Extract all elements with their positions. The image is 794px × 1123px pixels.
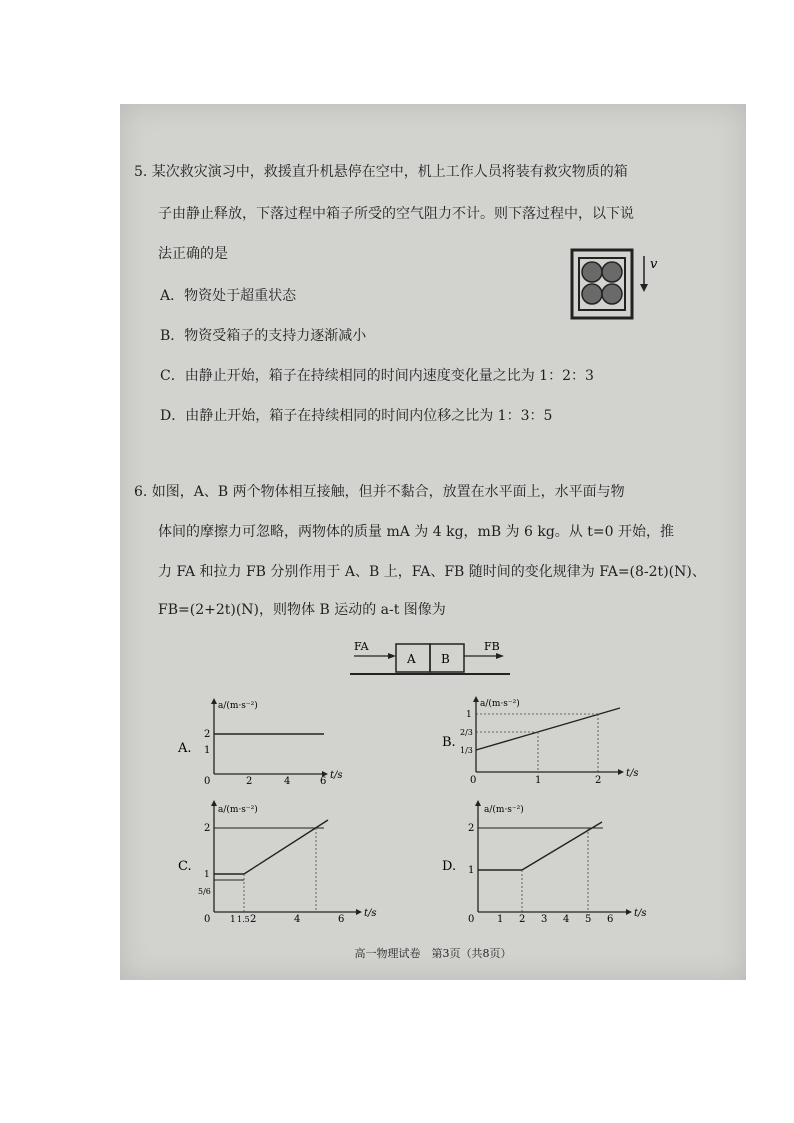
graph-d-xtick-2: 2 — [519, 914, 526, 925]
graph-a-x-unit: t/s — [330, 770, 343, 781]
graph-c — [174, 798, 394, 926]
supply-box-figure — [570, 248, 660, 320]
graph-a-option-label: A. — [178, 741, 192, 756]
fa-label: FA — [354, 640, 369, 653]
q5-option-b: B．物资受箱子的支持力逐渐减小 — [160, 328, 367, 344]
graph-c-xtick-6: 6 — [338, 914, 345, 925]
graph-d-xtick-4: 4 — [563, 914, 570, 925]
graph-b-option-label: B. — [442, 735, 456, 750]
block-b-label: B — [441, 652, 450, 666]
graph-c-option-label: C. — [178, 859, 192, 874]
graph-c-ytick-5-6: 5/6 — [198, 887, 211, 896]
graph-a-ytick-1: 1 — [204, 745, 211, 756]
q6-line-2: 体间的摩擦力可忽略，两物体的质量 mA 为 4 kg，mB 为 6 kg。从 t=0 开始，推 — [158, 524, 674, 540]
graph-b-x-unit: t/s — [626, 768, 639, 779]
graph-a-xtick-0: 0 — [204, 776, 211, 786]
page-footer: 高一物理试卷 第3页（共8页） — [354, 947, 512, 960]
q5-line-2: 子由静止释放，下落过程中箱子所受的空气阻力不计。则下落过程中，以下说 — [158, 206, 634, 222]
graph-a — [174, 696, 374, 786]
graph-d-x-unit: t/s — [634, 908, 647, 919]
graph-c-ytick-1: 1 — [204, 870, 210, 880]
fb-label: FB — [484, 640, 500, 653]
graph-a-y-unit: a/(m·s⁻²) — [218, 701, 258, 711]
q5-line-3: 法正确的是 — [158, 246, 228, 262]
q6-line-4: FB=(2+2t)(N)，则物体 B 运动的 a-t 图像为 — [158, 602, 446, 618]
graph-a-xtick-4: 4 — [284, 776, 291, 786]
q5-option-d: D．由静止开始，箱子在持续相同的时间内位移之比为 1：3：5 — [160, 408, 553, 424]
graph-d-xtick-1: 1 — [497, 914, 504, 925]
graph-d-ytick-2: 2 — [468, 823, 475, 834]
graph-c-y-unit: a/(m·s⁻²) — [218, 805, 258, 815]
graph-d-ytick-1: 1 — [468, 865, 475, 876]
q6-line-1: 6. 如图，A、B 两个物体相互接触，但并不黏合，放置在水平面上，水平面与物 — [134, 484, 625, 500]
graph-c-xtick-0: 0 — [204, 914, 211, 925]
graph-a-xtick-2: 2 — [246, 776, 253, 786]
graph-a-ytick-2: 2 — [204, 729, 211, 740]
graph-d-option-label: D. — [442, 859, 457, 874]
graph-c-xtick-1: 1 — [230, 915, 236, 925]
graph-a-xtick-6: 6 — [320, 776, 327, 786]
velocity-label: v — [650, 257, 658, 272]
graph-c-xtick-2: 2 — [250, 914, 257, 925]
q5-option-a: A．物资处于超重状态 — [160, 288, 297, 304]
q5-line-1: 5. 某次救灾演习中，救援直升机悬停在空中，机上工作人员将装有救灾物质的箱 — [134, 164, 628, 180]
graph-b — [440, 694, 650, 786]
graph-b-xtick-2: 2 — [595, 775, 602, 786]
graph-b-ytick-1: 1 — [466, 710, 472, 720]
graph-c-ytick-2: 2 — [204, 823, 211, 834]
graph-c-xtick-1-5: 1.5 — [237, 915, 250, 924]
graph-d-xtick-6: 6 — [607, 914, 614, 925]
graph-b-ytick-2-3: 2/3 — [460, 728, 473, 737]
graph-b-xtick-0: 0 — [470, 775, 477, 786]
graph-c-x-unit: t/s — [364, 908, 377, 919]
blocks-figure — [346, 634, 516, 684]
graph-d-xtick-5: 5 — [585, 914, 592, 925]
graph-d-xtick-3: 3 — [541, 914, 548, 925]
block-a-label: A — [407, 652, 416, 666]
graph-d-y-unit: a/(m·s⁻²) — [484, 805, 524, 815]
q5-option-c: C．由静止开始，箱子在持续相同的时间内速度变化量之比为 1：2：3 — [160, 368, 594, 384]
graph-b-y-unit: a/(m·s⁻²) — [480, 699, 520, 709]
graph-b-xtick-1: 1 — [535, 775, 542, 786]
exam-page — [120, 104, 746, 980]
graph-b-ytick-1-3: 1/3 — [460, 746, 473, 755]
graph-d — [438, 798, 658, 926]
graph-d-xtick-0: 0 — [468, 914, 475, 925]
graph-c-xtick-4: 4 — [294, 914, 301, 925]
q6-line-3: 力 FA 和拉力 FB 分别作用于 A、B 上，FA、FB 随时间的变化规律为 FA=(8-2t)(N)、 — [158, 564, 706, 580]
